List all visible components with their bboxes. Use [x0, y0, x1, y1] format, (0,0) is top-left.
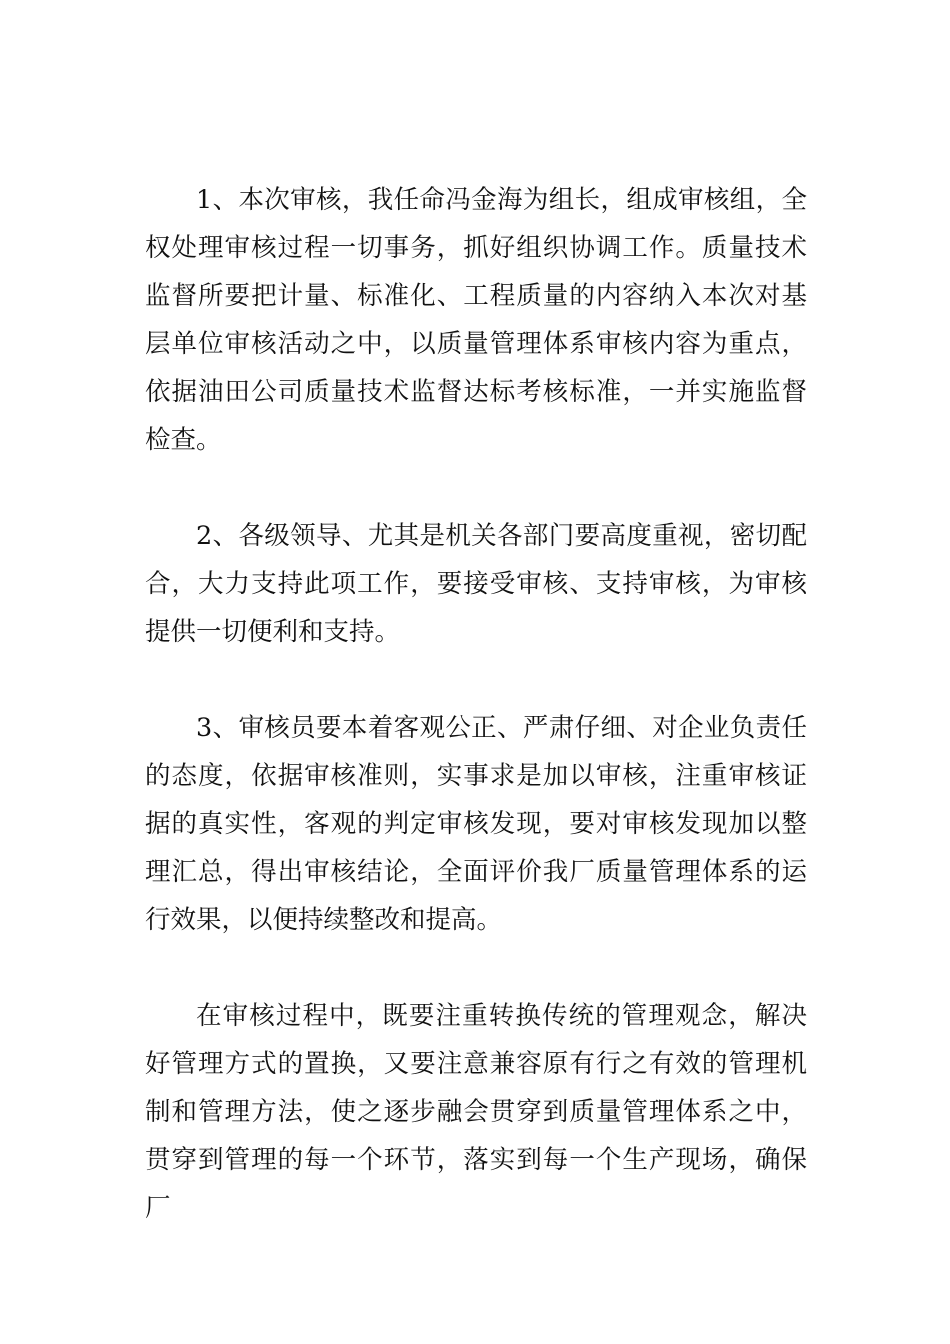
document-body	[145, 176, 807, 1232]
paragraph-4: 在审核过程中，既要注重转换传统的管理观念，解决好管理方式的置换，又要注意兼容原有行之有效的管理机制和管理方法，使之逐步融会贯穿到质量管理体系之中，贯穿到管理的每一个环节，落实到每一个生产现场，确保厂	[145, 1001, 807, 1223]
paragraph-3: 3、审核员要本着客观公正、严肃仔细、对企业负责任的态度，依据审核准则，实事求是加以审核，注重审核证据的真实性，客观的判定审核发现，要对审核发现加以整理汇总，得出审核结论，全面评价我厂质量管理体系的运行效果，以便持续整改和提高。	[145, 713, 807, 935]
paragraph-spacer	[145, 656, 807, 704]
paragraph-2: 2、各级领导、尤其是机关各部门要高度重视，密切配合，大力支持此项工作，要接受审核、支持审核，为审核提供一切便利和支持。	[145, 521, 807, 647]
paragraph-1: 1、本次审核，我任命冯金海为组长，组成审核组，全权处理审核过程一切事务，抓好组织协调工作。质量技术监督所要把计量、标准化、工程质量的内容纳入本次对基层单位审核活动之中，以质量管理体系审核内容为重点，依据油田公司质量技术监督达标考核标准，一并实施监督检查。	[145, 185, 807, 455]
paragraph-spacer	[145, 944, 807, 992]
paragraph-spacer	[145, 464, 807, 512]
